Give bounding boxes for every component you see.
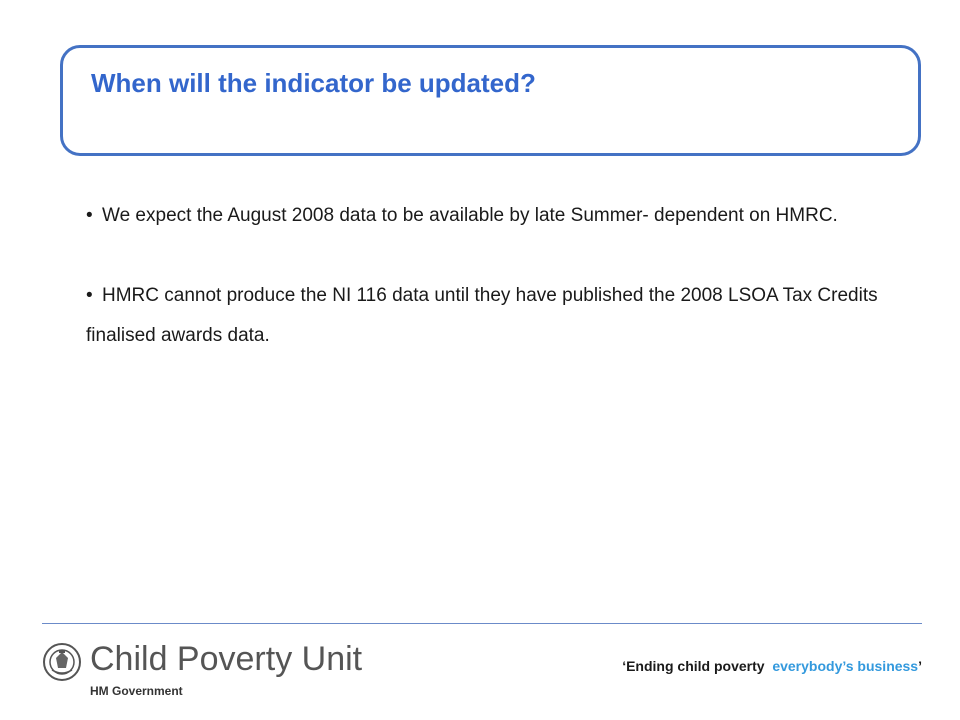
bullet-item xyxy=(86,196,926,236)
logo-subtitle: HM Government xyxy=(90,684,183,698)
tagline xyxy=(622,658,922,674)
bullet-marker: • xyxy=(86,285,93,306)
bullet-marker: • xyxy=(86,205,93,226)
tagline-open-quote: ‘ xyxy=(622,658,627,674)
bullet-text: HMRC cannot produce the NI 116 data until they have published the 2008 LSOA Tax Credits finalised awards data. xyxy=(86,285,878,346)
bullet-item xyxy=(86,276,926,356)
child-poverty-unit-logo xyxy=(42,640,362,700)
tagline-close-quote: ’ xyxy=(918,658,922,674)
logo-name: Child Poverty Unit xyxy=(90,640,363,678)
title-frame xyxy=(60,45,921,156)
tagline-part1: Ending child poverty xyxy=(626,658,765,674)
slide-body xyxy=(86,196,926,396)
royal-crest-icon xyxy=(42,642,82,682)
footer-divider xyxy=(42,623,922,624)
slide-title: When will the indicator be updated? xyxy=(91,68,536,98)
bullet-text: We expect the August 2008 data to be available by late Summer- dependent on HMRC. xyxy=(102,205,838,226)
tagline-part2: everybody’s business xyxy=(772,658,919,674)
